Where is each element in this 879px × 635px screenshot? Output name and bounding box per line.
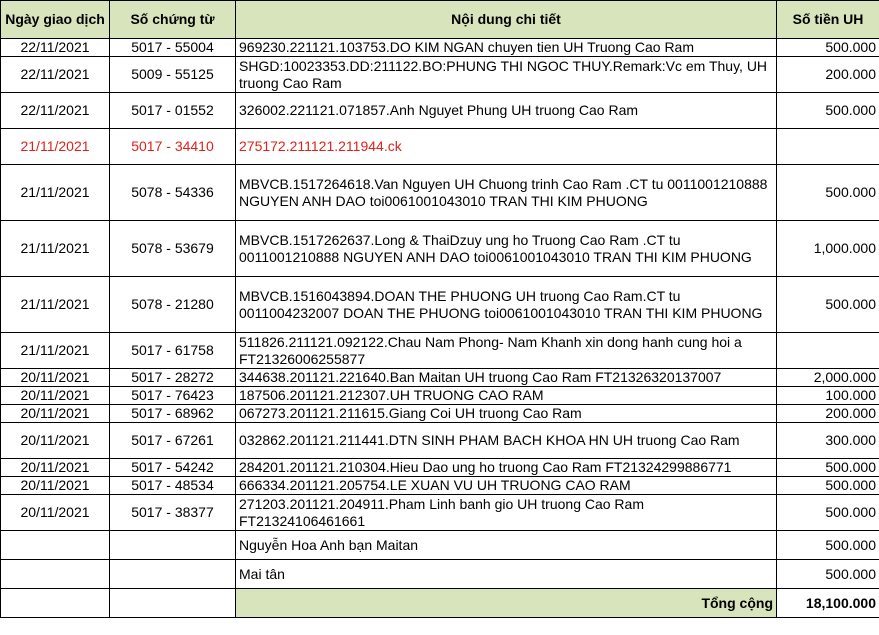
cell-ref: 5017 - 34410 — [110, 129, 236, 165]
cell-date: 21/11/2021 — [1, 333, 110, 369]
table-row — [1, 129, 879, 165]
table-row — [1, 369, 879, 387]
cell-content: 344638.201121.221640.Ban Maitan UH truong Cao Ram FT21326320137007 — [236, 369, 777, 387]
cell-ref: 5017 - 67261 — [110, 423, 236, 459]
cell-ref: 5017 - 54242 — [110, 459, 236, 477]
cell-date — [1, 531, 110, 560]
total-label: Tổng cộng — [236, 589, 777, 618]
cell-content: 271203.201121.204911.Pham Linh banh gio UH truong Cao Ram FT21324106461661 — [236, 495, 777, 531]
cell-date: 21/11/2021 — [1, 277, 110, 333]
cell-ref: 5078 - 54336 — [110, 165, 236, 221]
cell-ref: 5017 - 01552 — [110, 93, 236, 129]
cell-content: MBVCB.1516043894.DOAN THE PHUONG UH truong Cao Ram.CT tu 0011004232007 DOAN THE PHUONG toi0061001043010 TRAN THI KIM PHUONG — [236, 277, 777, 333]
cell-amount: 300.000 — [777, 423, 879, 459]
cell-amount: 500.000 — [777, 277, 879, 333]
cell-amount: 200.000 — [777, 57, 879, 93]
total-row — [1, 589, 879, 618]
total-empty-1 — [1, 589, 110, 618]
table-row — [1, 405, 879, 423]
cell-date — [1, 560, 110, 589]
cell-amount: 500.000 — [777, 477, 879, 495]
cell-content: 666334.201121.205754.LE XUAN VU UH TRUONG CAO RAM — [236, 477, 777, 495]
table-row — [1, 423, 879, 459]
table-row — [1, 277, 879, 333]
table-row — [1, 560, 879, 589]
cell-ref: 5017 - 76423 — [110, 387, 236, 405]
cell-ref: 5017 - 48534 — [110, 477, 236, 495]
cell-ref — [110, 531, 236, 560]
cell-amount: 500.000 — [777, 165, 879, 221]
table-row — [1, 477, 879, 495]
cell-date: 20/11/2021 — [1, 459, 110, 477]
cell-ref: 5017 - 28272 — [110, 369, 236, 387]
cell-date: 20/11/2021 — [1, 423, 110, 459]
cell-amount: 2,000.000 — [777, 369, 879, 387]
header-date: Ngày giao dịch — [1, 1, 110, 39]
table-row — [1, 93, 879, 129]
cell-content: 511826.211121.092122.Chau Nam Phong- Nam Khanh xin dong hanh cung hoi a FT21326006255877 — [236, 333, 777, 369]
table-row — [1, 39, 879, 57]
cell-content: Mai tân — [236, 560, 777, 589]
cell-date: 22/11/2021 — [1, 57, 110, 93]
cell-content: 969230.221121.103753.DO KIM NGAN chuyen tien UH Truong Cao Ram — [236, 39, 777, 57]
header-content: Nội dung chi tiết — [236, 1, 777, 39]
cell-amount: 500.000 — [777, 531, 879, 560]
cell-date: 20/11/2021 — [1, 495, 110, 531]
cell-content: 067273.201121.211615.Giang Coi UH truong Cao Ram — [236, 405, 777, 423]
cell-amount: 100.000 — [777, 387, 879, 405]
cell-ref: 5017 - 38377 — [110, 495, 236, 531]
table-row — [1, 57, 879, 93]
cell-content: 326002.221121.071857.Anh Nguyet Phung UH truong Cao Ram — [236, 93, 777, 129]
cell-date: 20/11/2021 — [1, 369, 110, 387]
cell-ref: 5017 - 55004 — [110, 39, 236, 57]
cell-amount: 1,000.000 — [777, 221, 879, 277]
cell-amount: 500.000 — [777, 93, 879, 129]
cell-date: 20/11/2021 — [1, 387, 110, 405]
cell-ref: 5017 - 68962 — [110, 405, 236, 423]
cell-date: 21/11/2021 — [1, 165, 110, 221]
header-ref: Số chứng từ — [110, 1, 236, 39]
table-row — [1, 459, 879, 477]
cell-content: 032862.201121.211441.DTN SINH PHAM BACH KHOA HN UH truong Cao Ram — [236, 423, 777, 459]
total-amount: 18,100.000 — [777, 589, 879, 618]
cell-amount: 200.000 — [777, 405, 879, 423]
table-body — [1, 39, 879, 589]
table-row — [1, 387, 879, 405]
table-row — [1, 495, 879, 531]
total-empty-2 — [110, 589, 236, 618]
cell-ref — [110, 560, 236, 589]
cell-date: 22/11/2021 — [1, 93, 110, 129]
cell-ref: 5017 - 61758 — [110, 333, 236, 369]
cell-content: SHGD:10023353.DD:211122.BO:PHUNG THI NGOC THUY.Remark:Vc em Thuy, UH truong Cao Ram — [236, 57, 777, 93]
cell-content: 275172.211121.211944.ck — [236, 129, 777, 165]
cell-date: 21/11/2021 — [1, 129, 110, 165]
cell-content: MBVCB.1517262637.Long & ThaiDzuy ung ho Truong Cao Ram .CT tu 0011001210888 NGUYEN ANH DAO toi0061001043010 TRAN THI KIM PHUONG — [236, 221, 777, 277]
cell-content: 284201.201121.210304.Hieu Dao ung ho truong Cao Ram FT21324299886771 — [236, 459, 777, 477]
header-amount: Số tiền UH — [777, 1, 879, 39]
cell-amount — [777, 129, 879, 165]
table-row — [1, 221, 879, 277]
cell-date: 21/11/2021 — [1, 221, 110, 277]
cell-amount — [777, 333, 879, 369]
cell-amount: 500.000 — [777, 560, 879, 589]
cell-content: MBVCB.1517264618.Van Nguyen UH Chuong trinh Cao Ram .CT tu 0011001210888 NGUYEN ANH DAO toi0061001043010 TRAN THI KIM PHUONG — [236, 165, 777, 221]
header-row — [1, 1, 879, 39]
cell-amount: 500.000 — [777, 459, 879, 477]
cell-date: 22/11/2021 — [1, 39, 110, 57]
table-row — [1, 531, 879, 560]
cell-content: 187506.201121.212307.UH TRUONG CAO RAM — [236, 387, 777, 405]
table-row — [1, 333, 879, 369]
cell-amount: 500.000 — [777, 39, 879, 57]
cell-ref: 5078 - 21280 — [110, 277, 236, 333]
cell-ref: 5009 - 55125 — [110, 57, 236, 93]
cell-ref: 5078 - 53679 — [110, 221, 236, 277]
cell-date: 20/11/2021 — [1, 405, 110, 423]
cell-date: 20/11/2021 — [1, 477, 110, 495]
cell-amount: 500.000 — [777, 495, 879, 531]
table-row — [1, 165, 879, 221]
cell-content: Nguyễn Hoa Anh bạn Maitan — [236, 531, 777, 560]
